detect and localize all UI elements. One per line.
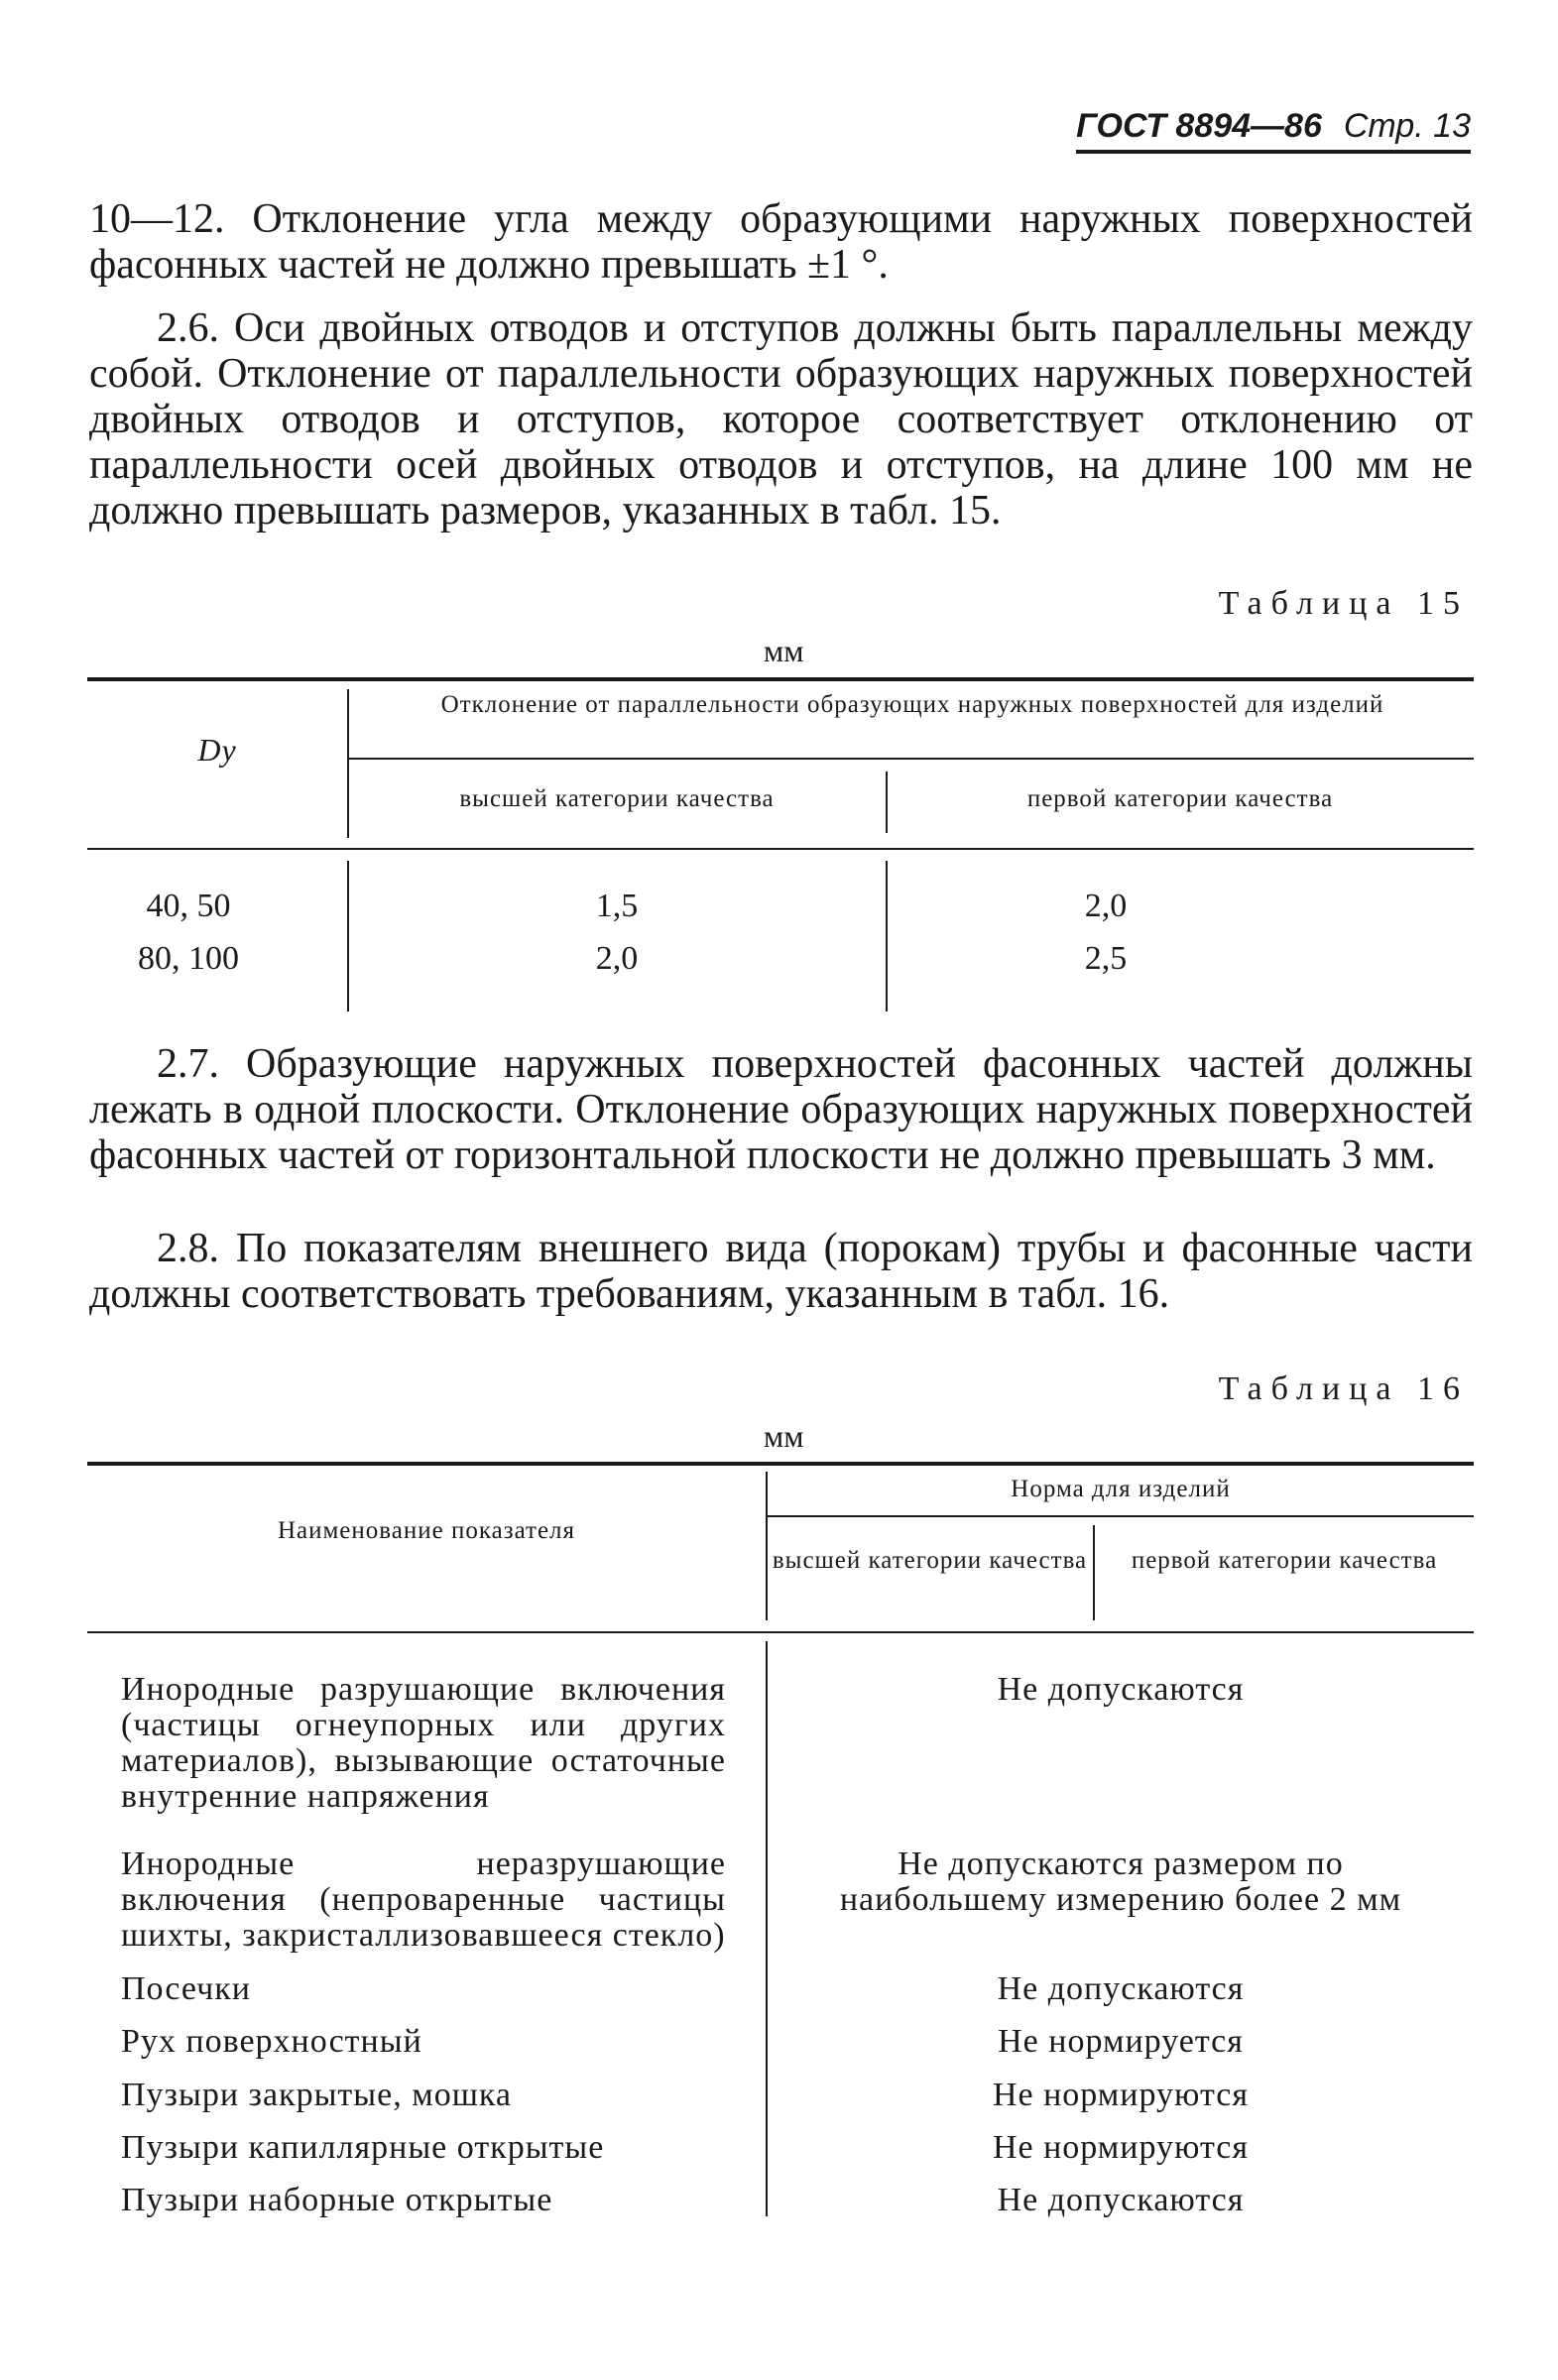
table15-body-divider <box>347 861 349 1012</box>
table16-row1-name: Инородные разрушающие включения (частицы огнеупорных или других материалов), вызывающие остаточные внутренние напряжения <box>121 1671 726 1815</box>
table15-header-split <box>347 758 1474 760</box>
table16-row6-name: Пузыри капиллярные открытые <box>121 2129 605 2166</box>
page-number: Стр. 13 <box>1343 107 1471 145</box>
table15-row1-v2: 2,0 <box>1084 888 1128 924</box>
table16-row4-norm: Не нормируется <box>998 2023 1244 2060</box>
table16-header-name: Наименование показателя <box>277 1517 576 1544</box>
table15-top-rule <box>87 677 1474 681</box>
table16-row4-name: Рух поверхностный <box>121 2023 422 2060</box>
table15-header-col2: первой категории качества <box>1026 785 1334 812</box>
table16-header-col2: первой категории качества <box>1131 1547 1438 1574</box>
table15-row1-v1: 1,5 <box>595 888 639 924</box>
table16-row2-norm: Не допускаются размером по наибольшему измерению более 2 мм <box>839 1845 1402 1918</box>
paragraph-continuation: 10—12. Отклонение угла между образующими наружных поверхностей фасонных частей не должно превышать ±1 °. <box>89 196 1473 288</box>
table15-row2-dy: 80, 100 <box>138 940 239 977</box>
table16-header-group: Норма для изделий <box>1011 1476 1231 1502</box>
table16-row3-norm: Не допускаются <box>997 1970 1245 2007</box>
table16-row7-name: Пузыри наборные открытые <box>121 2182 553 2218</box>
table16-header-col1: высшей категории качества <box>772 1547 1088 1574</box>
table16-unit: мм <box>764 1418 804 1454</box>
table16-header-split <box>766 1515 1474 1517</box>
table16-body-divider <box>766 1641 768 2216</box>
table16-row5-name: Пузыри закрытые, мошка <box>121 2077 512 2113</box>
table16-top-rule <box>87 1462 1474 1466</box>
table16-row5-norm: Не нормируются <box>992 2077 1250 2113</box>
table16-header-bottom-rule <box>87 1631 1474 1633</box>
paragraph-2-7: 2.7. Образующие наружных поверхностей фасонных частей должны лежать в одной плоскости. Отклонение образующих наружных поверхностей фасонных частей от горизонтальной плоскости не должно превышать 3 мм. <box>89 1041 1473 1178</box>
paragraph-2-8: 2.8. По показателям внешнего вида (порокам) трубы и фасонные части должны соответствовать требованиям, указанным в табл. 16. <box>89 1226 1473 1317</box>
table15-header-group: Отклонение от параллельности образующих наружных поверхностей для изделий <box>440 691 1384 718</box>
table16-row7-norm: Не допускаются <box>997 2182 1245 2218</box>
table15-divider <box>347 689 349 838</box>
table16-divider <box>766 1472 768 1620</box>
table15-body-divider2 <box>886 861 888 1012</box>
table15-header-bottom-rule <box>87 848 1474 850</box>
table16-row2-name: Инородные неразрушающие включения (непроваренные частицы шихты, закристаллизовавшееся стекло) <box>121 1845 726 1954</box>
table15-caption: Таблица 15 <box>1218 585 1469 622</box>
table15-row1-dy: 40, 50 <box>146 888 231 924</box>
table16-row6-norm: Не нормируются <box>992 2129 1250 2166</box>
table16-col-divider <box>1093 1525 1095 1620</box>
table15-header-col1: высшей категории качества <box>459 785 775 812</box>
table15-row2-v2: 2,5 <box>1084 940 1128 977</box>
table15-unit: мм <box>764 633 804 668</box>
standard-number: ГОСТ 8894—86 <box>1076 107 1322 145</box>
table16-row1-norm: Не допускаются <box>997 1671 1245 1708</box>
table15-header-dy: Dу <box>197 732 237 768</box>
table16-row3-name: Посечки <box>121 1970 251 2007</box>
table15-row2-v1: 2,0 <box>595 940 639 977</box>
paragraph-2-6: 2.6. Оси двойных отводов и отступов должны быть параллельны между собой. Отклонение от параллельности образующих наружных поверхностей двойных отводов и отступов, которое соответствует отклонению от параллельности осей двойных отводов и отступов, на длине 100 мм не должно превышать размеров, указанных в табл. 15. <box>89 305 1473 534</box>
page-header <box>1076 107 1471 154</box>
table16-caption: Таблица 16 <box>1218 1370 1469 1407</box>
